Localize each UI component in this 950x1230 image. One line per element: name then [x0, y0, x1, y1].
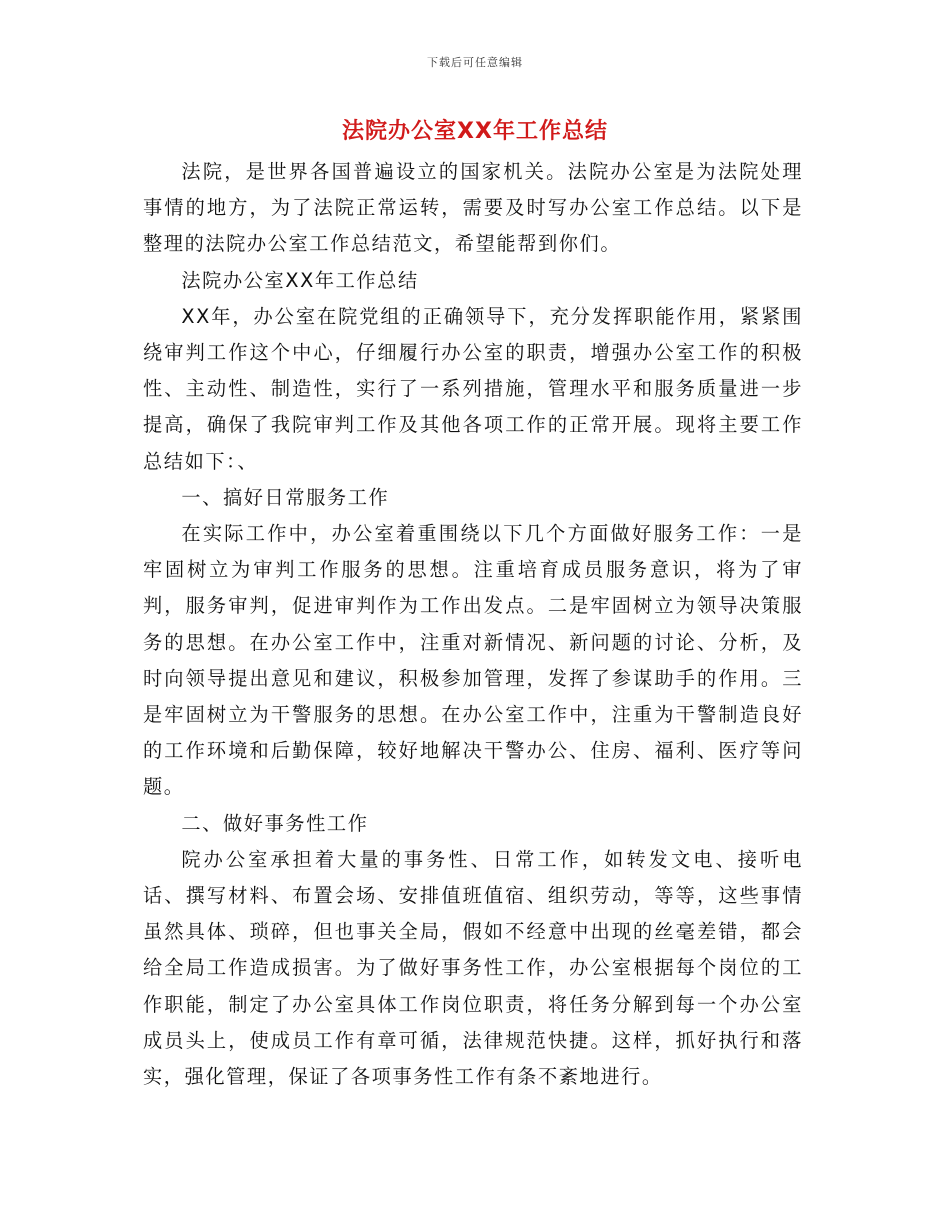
paragraph-section-1: 在实际工作中，办公室着重围绕以下几个方面做好服务工作：一是牢固树立为审判工作服务的思想。注重培育成员服务意识，将为了审判，服务审判，促进审判作为工作出发点。二是牢固树立为领导决策服务的思想。在办公室工作中，注重对新情况、新问题的讨论、分析，及时向领导提出意见和建议，积极参加管理，发挥了参谋助手的作用。三是牢固树立为干警服务的思想。在办公室工作中，注重为干警制造良好的工作环境和后勤保障，较好地解决干警办公、住房、福利、医疗等问题。 [143, 522, 803, 799]
document-title: 法院办公室XX年工作总结 [342, 119, 608, 144]
paragraph-section-2: 院办公室承担着大量的事务性、日常工作，如转发文电、接听电话、撰写材料、布置会场、安排值班值宿、组织劳动，等等，这些事情虽然具体、琐碎，但也事关全局，假如不经意中出现的丝毫差错，都会给全局工作造成损害。为了做好事务性工作，办公室根据每个岗位的工作职能，制定了办公室具体工作岗位职责，将任务分解到每一个办公室成员头上，使成员工作有章可循，法律规范快捷。这样，抓好执行和落实，强化管理，保证了各项事务性工作有条不紊地进行。 [143, 847, 803, 1089]
paragraph-overview: XX年，办公室在院党组的正确领导下，充分发挥职能作用，紧紧围绕审判工作这个中心，仔细履行办公室的职责，增强办公室工作的积极性、主动性、制造性，实行了一系列措施，管理水平和服务质量进一步提高，确保了我院审判工作及其他各项工作的正常开展。现将主要工作总结如下：、 [143, 304, 803, 473]
document-body [143, 154, 803, 1095]
section-heading-2: 二、做好事务性工作 [181, 811, 369, 835]
paragraph-intro: 法院，是世界各国普遍设立的国家机关。法院办公室是为法院处理事情的地方，为了法院正常运转，需要及时写办公室工作总结。以下是整理的法院办公室工作总结范文，希望能帮到你们。 [143, 160, 803, 256]
section-heading-1: 一、搞好日常服务工作 [181, 485, 390, 509]
paragraph-subtitle: 法院办公室XX年工作总结 [181, 268, 419, 292]
page-header-note: 下载后可任意编辑 [427, 56, 523, 69]
